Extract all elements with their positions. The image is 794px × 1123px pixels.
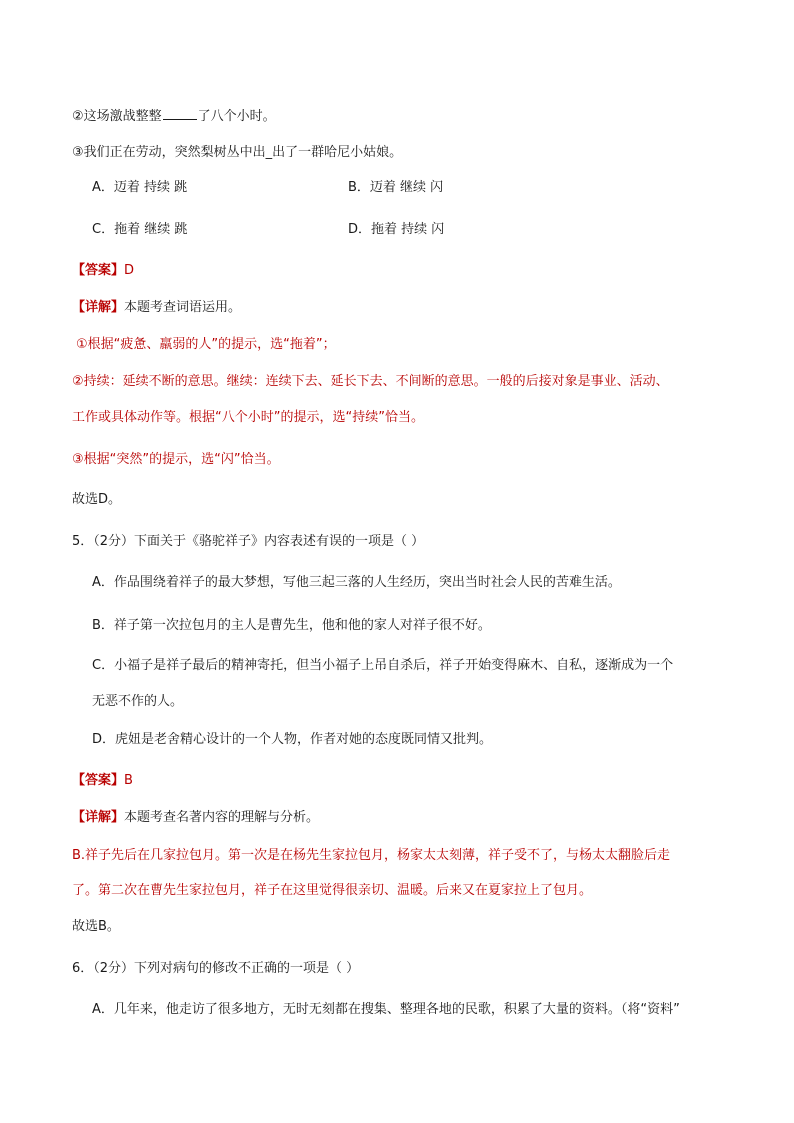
detail-text: 本题考查名著内容的理解与分析。 xyxy=(124,810,320,825)
q4-conclusion: 故选D。 xyxy=(72,492,122,507)
q4-item2-post: 了八个小时。 xyxy=(197,109,276,124)
detail-label: 【详解】 xyxy=(72,300,125,315)
detail-label: 【详解】 xyxy=(72,810,125,825)
answer-label: 【答案】 xyxy=(72,773,125,788)
q4-explain-1: ①根据“疲惫、羸弱的人”的提示，选“拖着”； xyxy=(76,337,336,352)
q4-explain-3: ③根据“突然”的提示，选“闪”恰当。 xyxy=(72,452,280,467)
q4-item3: ③我们正在劳动，突然梨树丛中出_出了一群哈尼小姑娘。 xyxy=(72,145,403,160)
answer-value: D xyxy=(124,263,135,278)
q5-explain-line2: 了。第二次在曹先生家拉包月，祥子在这里觉得很亲切、温暖。后来又在夏家拉上了包月。 xyxy=(72,883,593,898)
q4-option-c: C．拖着 继续 跳 xyxy=(92,222,188,237)
q4-option-b: B．迈着 继续 闪 xyxy=(348,180,444,195)
q6-option-a: A．几年来，他走访了很多地方，无时无刻都在搜集、整理各地的民歌，积累了大量的资料。（将“资料” xyxy=(92,1002,680,1017)
fill-blank xyxy=(163,106,197,120)
q5-option-c-line1: C．小福子是祥子最后的精神寄托，但当小福子上吊自杀后，祥子开始变得麻木、自私，逐渐成为一个 xyxy=(92,658,674,673)
q4-answer xyxy=(72,262,134,280)
q4-option-d: D．拖着 持续 闪 xyxy=(348,222,445,237)
q4-explain-2-line2: 工作或具体动作等。根据“八个小时”的提示，选“持续”恰当。 xyxy=(72,410,424,425)
q4-option-a: A．迈着 持续 跳 xyxy=(92,180,188,195)
q5-answer xyxy=(72,772,133,790)
q4-item2 xyxy=(72,106,276,126)
answer-value: B xyxy=(124,773,133,788)
q4-explain-2-line1: ②持续：延续不断的意思。继续：连续下去、延长下去、不间断的意思。一般的后接对象是事业、活动、 xyxy=(72,374,669,389)
q5-explain-line1: B.祥子先后在几家拉包月。第一次是在杨先生家拉包月，杨家太太刻薄，祥子受不了，与杨太太翻脸后走 xyxy=(72,848,671,863)
q5-stem: 5．（2分）下面关于《骆驼祥子》内容表述有误的一项是（ ） xyxy=(72,534,425,549)
q4-item2-pre: ②这场激战整整 xyxy=(72,109,162,124)
detail-text: 本题考查词语运用。 xyxy=(124,300,242,315)
q5-option-b: B．祥子第一次拉包月的主人是曹先生，他和他的家人对祥子很不好。 xyxy=(92,618,491,633)
q6-stem: 6．（2分）下列对病句的修改不正确的一项是（ ） xyxy=(72,961,360,976)
answer-label: 【答案】 xyxy=(72,263,125,278)
q4-detail xyxy=(72,299,241,317)
q5-detail xyxy=(72,809,319,827)
q5-option-a: A．作品围绕着祥子的最大梦想，写他三起三落的人生经历，突出当时社会人民的苦难生活。 xyxy=(92,575,621,590)
q5-option-d: D．虎妞是老舍精心设计的一个人物，作者对她的态度既同情又批判。 xyxy=(92,732,493,747)
q5-conclusion: 故选B。 xyxy=(72,919,120,934)
q5-option-c-line2: 无恶不作的人。 xyxy=(92,694,184,709)
